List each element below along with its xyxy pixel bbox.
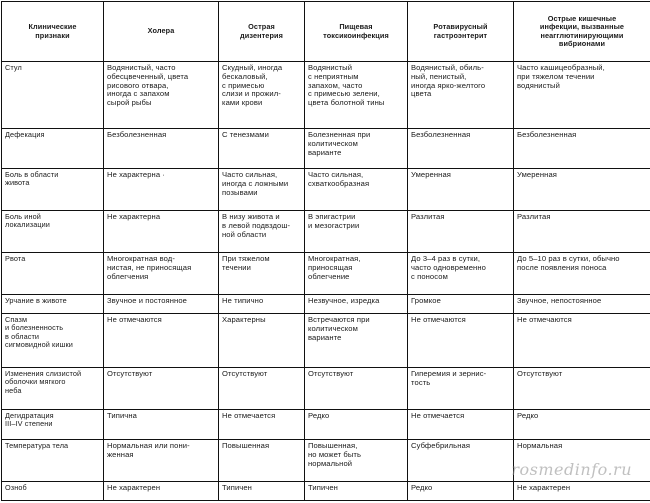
row-label: Спазм и болезненность в области сигмовидной кишки <box>2 314 104 368</box>
table-cell: Нормальная <box>514 440 650 482</box>
table-row <box>2 253 650 295</box>
table-row <box>2 129 650 169</box>
table-cell: Не отмечаются <box>514 314 650 368</box>
table-cell: Не отмечаются <box>408 314 514 368</box>
table-cell: Отсутствуют <box>219 368 305 410</box>
row-label: Стул <box>2 62 104 129</box>
table-cell: Не отмечаются <box>104 314 219 368</box>
table-cell: Субфебрильная <box>408 440 514 482</box>
table-row <box>2 62 650 129</box>
header-nag-vibrio: Острые кишечные инфекции, вызванные неагглютинирующими вибрионами <box>514 2 650 62</box>
table-cell: Типична <box>104 410 219 440</box>
table-cell: Болезненная при колитическом варианте <box>305 129 408 169</box>
table-cell: Отсутствуют <box>104 368 219 410</box>
table-cell: Редко <box>305 410 408 440</box>
table-cell: Водянистый с неприятным запахом, часто с примесью зелени, цвета болотной тины <box>305 62 408 129</box>
table-cell: Разлитая <box>514 211 650 253</box>
row-label: Дегидратация III–IV степени <box>2 410 104 440</box>
table-row <box>2 440 650 482</box>
table-cell: Многократная, приносящая облегчение <box>305 253 408 295</box>
table-row <box>2 410 650 440</box>
table-cell: Повышенная <box>219 440 305 482</box>
table-cell: Многократная вод- нистая, не приносящая облегчения <box>104 253 219 295</box>
table-cell: Повышенная, но может быть нормальной <box>305 440 408 482</box>
table-cell: Громкое <box>408 295 514 314</box>
table-cell: Редко <box>408 482 514 501</box>
table-row <box>2 368 650 410</box>
table-cell: Редко <box>514 410 650 440</box>
row-label: Рвота <box>2 253 104 295</box>
table-cell: Звучное и постоянное <box>104 295 219 314</box>
header-dysentery: Острая дизентерия <box>219 2 305 62</box>
watermark: rosmedinfo.ru <box>511 460 632 479</box>
table-cell: Водянистый, часто обесцвеченный, цвета рисового отвара, иногда с запахом сырой рыбы <box>104 62 219 129</box>
table-cell: Умеренная <box>408 169 514 211</box>
header-row <box>2 2 650 62</box>
table-cell: До 5–10 раз в сутки, обычно после появления поноса <box>514 253 650 295</box>
table-cell: Типичен <box>305 482 408 501</box>
table-cell: Водянистый, обиль- ный, пенистый, иногда ярко-желтого цвета <box>408 62 514 129</box>
table-cell: До 3–4 раз в сутки, часто одновременно с поносом <box>408 253 514 295</box>
row-label: Температура тела <box>2 440 104 482</box>
table-cell: Умеренная <box>514 169 650 211</box>
table-row <box>2 211 650 253</box>
table-cell: Не характерен <box>104 482 219 501</box>
table-cell: Разлитая <box>408 211 514 253</box>
row-label: Боль в области живота <box>2 169 104 211</box>
table-cell: Часто сильная, иногда с ложными позывами <box>219 169 305 211</box>
header-rotavirus: Ротавирусный гастроэнтерит <box>408 2 514 62</box>
table-cell: Безболезненная <box>408 129 514 169</box>
table-cell: Характерны <box>219 314 305 368</box>
table-cell: В эпигастрии и мезогастрии <box>305 211 408 253</box>
table-cell: Звучное, непостоянное <box>514 295 650 314</box>
table-cell: Встречаются при колитическом варианте <box>305 314 408 368</box>
row-label: Озноб <box>2 482 104 501</box>
table-cell: Не характерна <box>104 211 219 253</box>
table-cell: Нормальная или пони- женная <box>104 440 219 482</box>
table-cell: Безболезненная <box>104 129 219 169</box>
table-cell: Часто сильная, схваткообразная <box>305 169 408 211</box>
table-cell: С тенезмами <box>219 129 305 169</box>
table-cell: Не типично <box>219 295 305 314</box>
table-cell: Не отмечается <box>219 410 305 440</box>
table-cell: Незвучное, изредка <box>305 295 408 314</box>
header-cholera: Холера <box>104 2 219 62</box>
table-row <box>2 295 650 314</box>
table-cell: Типичен <box>219 482 305 501</box>
row-label: Урчание в животе <box>2 295 104 314</box>
row-label: Изменения слизистой оболочки мягкого неба <box>2 368 104 410</box>
table-cell: Отсутствуют <box>305 368 408 410</box>
table-row <box>2 482 650 501</box>
table-cell: При тяжелом течении <box>219 253 305 295</box>
header-food-toxicoinfection: Пищевая токсикоинфекция <box>305 2 408 62</box>
row-label: Боль иной локализации <box>2 211 104 253</box>
table-cell: Часто кашицеобразный, при тяжелом течении водянистый <box>514 62 650 129</box>
table-cell: Не отмечается <box>408 410 514 440</box>
table-cell: Не характерна · <box>104 169 219 211</box>
table-cell: Отсутствуют <box>514 368 650 410</box>
table-cell: В низу живота и в левой подвздош- ной области <box>219 211 305 253</box>
table-cell: Безболезненная <box>514 129 650 169</box>
table-row <box>2 169 650 211</box>
table-cell: Скудный, иногда бескаловый, с примесью слизи и прожил- ками крови <box>219 62 305 129</box>
table-cell: Не характерен <box>514 482 650 501</box>
header-clinical-signs: Клинические признаки <box>2 2 104 62</box>
differential-diagnosis-table <box>1 1 650 501</box>
row-label: Дефекация <box>2 129 104 169</box>
table-row <box>2 314 650 368</box>
table-cell: Гиперемия и зернис- тость <box>408 368 514 410</box>
